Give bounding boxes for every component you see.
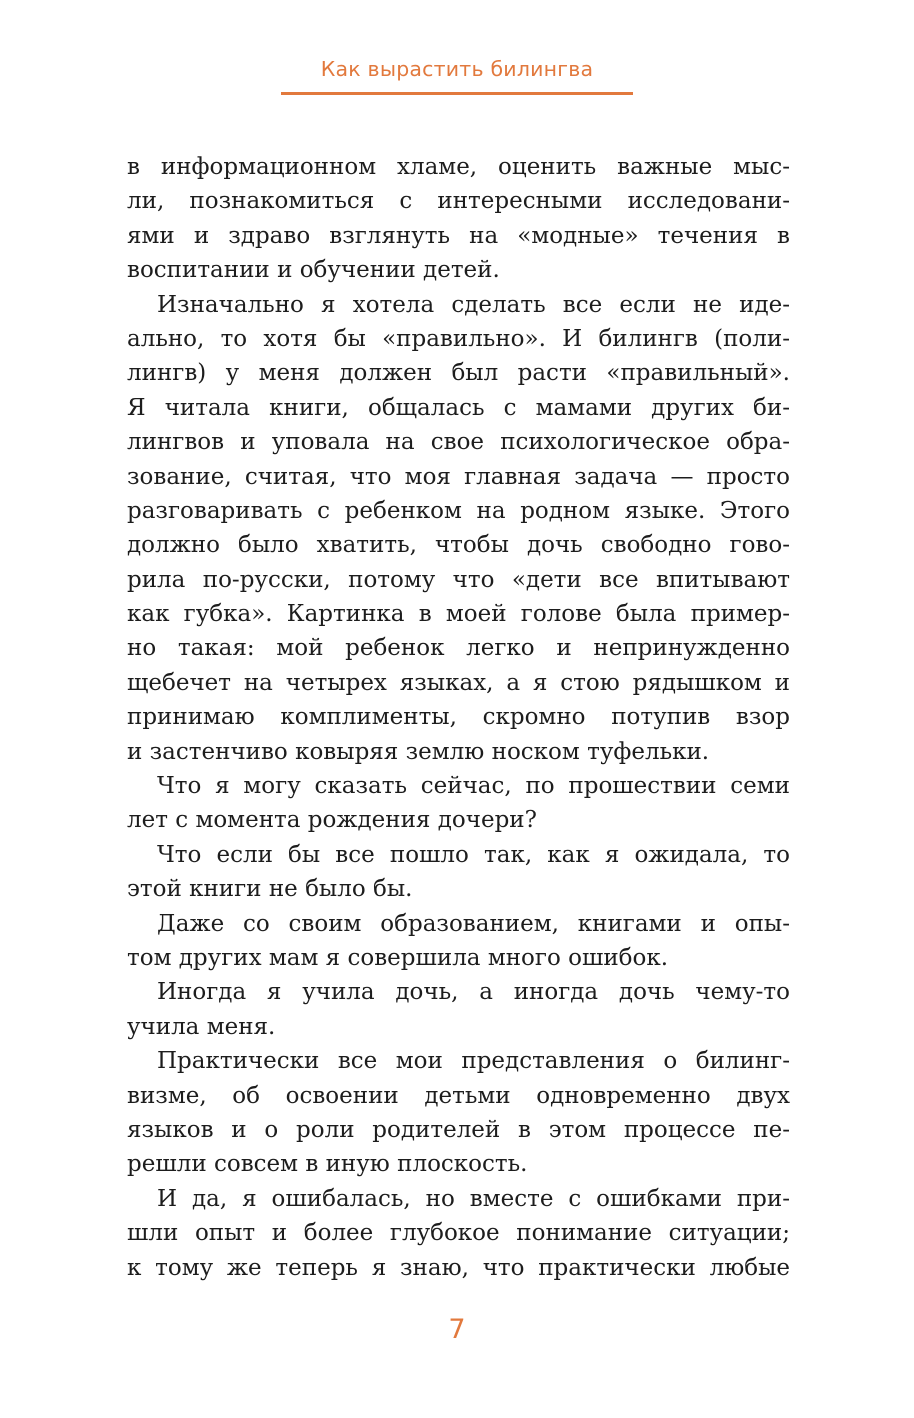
text-line: Практически все мои представления о билинг- (157, 1048, 790, 1075)
text-line: учила меня. (127, 1013, 276, 1040)
text-line: ли, познакомиться с интересными исследовани- (127, 188, 790, 215)
text-line: Что я могу сказать сейчас, по прошествии семи (157, 773, 790, 800)
text-line: этой книги не было бы. (127, 876, 413, 903)
text-line: лингвов и уповала на свое психологическое обра- (127, 429, 790, 456)
text-line: ально, то хотя бы «правильно». И билингв (поли- (127, 325, 790, 352)
text-line: языков и о роли родителей в этом процессе пе- (127, 1116, 790, 1143)
text-line: ями и здраво взглянуть на «модные» течения в (127, 222, 790, 249)
page-number: 7 (448, 1314, 466, 1345)
text-line: должно было хватить, чтобы дочь свободно гово- (127, 532, 790, 559)
text-line: И да, я ошибалась, но вместе с ошибками при- (157, 1185, 790, 1212)
header-underline (281, 92, 633, 95)
text-line: к тому же теперь я знаю, что практически любые (127, 1254, 790, 1281)
running-header: Как вырастить билингва (320, 57, 594, 81)
text-line: Иногда я учила дочь, а иногда дочь чему-то (157, 979, 790, 1006)
text-line: и застенчиво ковыряя землю носком туфельки. (127, 738, 710, 765)
text-line: визме, об освоении детьми одновременно двух (127, 1082, 790, 1109)
text-line: том других мам я совершила много ошибок. (127, 944, 669, 971)
text-line: в информационном хламе, оценить важные мыс- (127, 154, 790, 180)
text-line: лингв) у меня должен был расти «правильный». (127, 360, 790, 387)
body-text (127, 150, 790, 1285)
text-line: Даже со своим образованием, книгами и опы- (157, 910, 790, 937)
text-line: решли совсем в иную плоскость. (127, 1151, 528, 1178)
text-line: но такая: мой ребенок легко и непринужденно (127, 635, 790, 662)
text-line: как губка». Картинка в моей голове была пример- (127, 601, 790, 628)
text-line: щебечет на четырех языках, а я стою рядышком и (127, 669, 790, 696)
text-line: лет с момента рождения дочери? (127, 807, 537, 834)
text-line: воспитании и обучении детей. (127, 257, 500, 284)
text-line: принимаю комплименты, скромно потупив взор (127, 704, 790, 731)
text-line: шли опыт и более глубокое понимание ситуации; (127, 1220, 790, 1247)
text-line: Что если бы все пошло так, как я ожидала, то (157, 841, 790, 868)
text-line: разговаривать с ребенком на родном языке. Этого (127, 497, 790, 524)
text-line: зование, считая, что моя главная задача — просто (127, 463, 790, 490)
text-line: рила по-русски, потому что «дети все впитывают (127, 566, 790, 593)
text-line: Изначально я хотела сделать все если не иде- (157, 291, 790, 318)
text-line: Я читала книги, общалась с мамами других би- (127, 394, 790, 421)
